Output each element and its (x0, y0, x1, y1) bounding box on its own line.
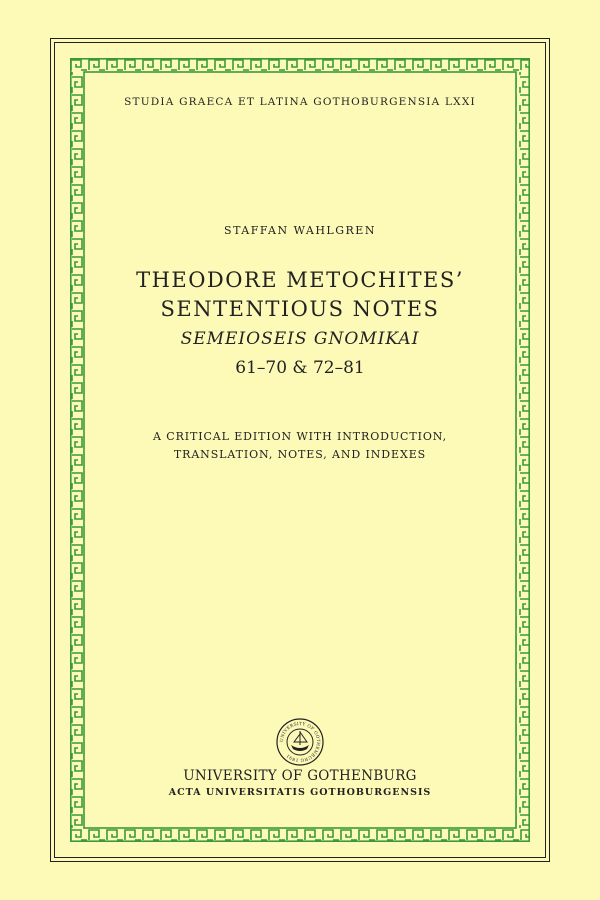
svg-text:UNIVERSITY OF GOTHENBURG 1891: UNIVERSITY OF GOTHENBURG 1891 (279, 721, 321, 763)
book-title-line-2: SENTENTIOUS NOTES (160, 297, 440, 321)
book-range: 61–70 & 72–81 (235, 358, 365, 378)
book-subtitle: SEMEIOSEIS GNOMIKAI (180, 329, 420, 349)
author-name: STAFFAN WAHLGREN (224, 224, 376, 237)
series-title: STUDIA GRAECA ET LATINA GOTHOBURGENSIA LXXI (124, 96, 476, 108)
publisher-imprint: ACTA UNIVERSITATIS GOTHOBURGENSIS (168, 787, 432, 798)
book-title-line-1: THEODORE METOCHITES’ (136, 268, 464, 292)
description-line-1: A CRITICAL EDITION WITH INTRODUCTION, (153, 430, 447, 443)
publisher-name: UNIVERSITY OF GOTHENBURG (183, 768, 417, 784)
university-seal-icon (276, 718, 324, 766)
description-line-2: TRANSLATION, NOTES, AND INDEXES (173, 448, 427, 461)
